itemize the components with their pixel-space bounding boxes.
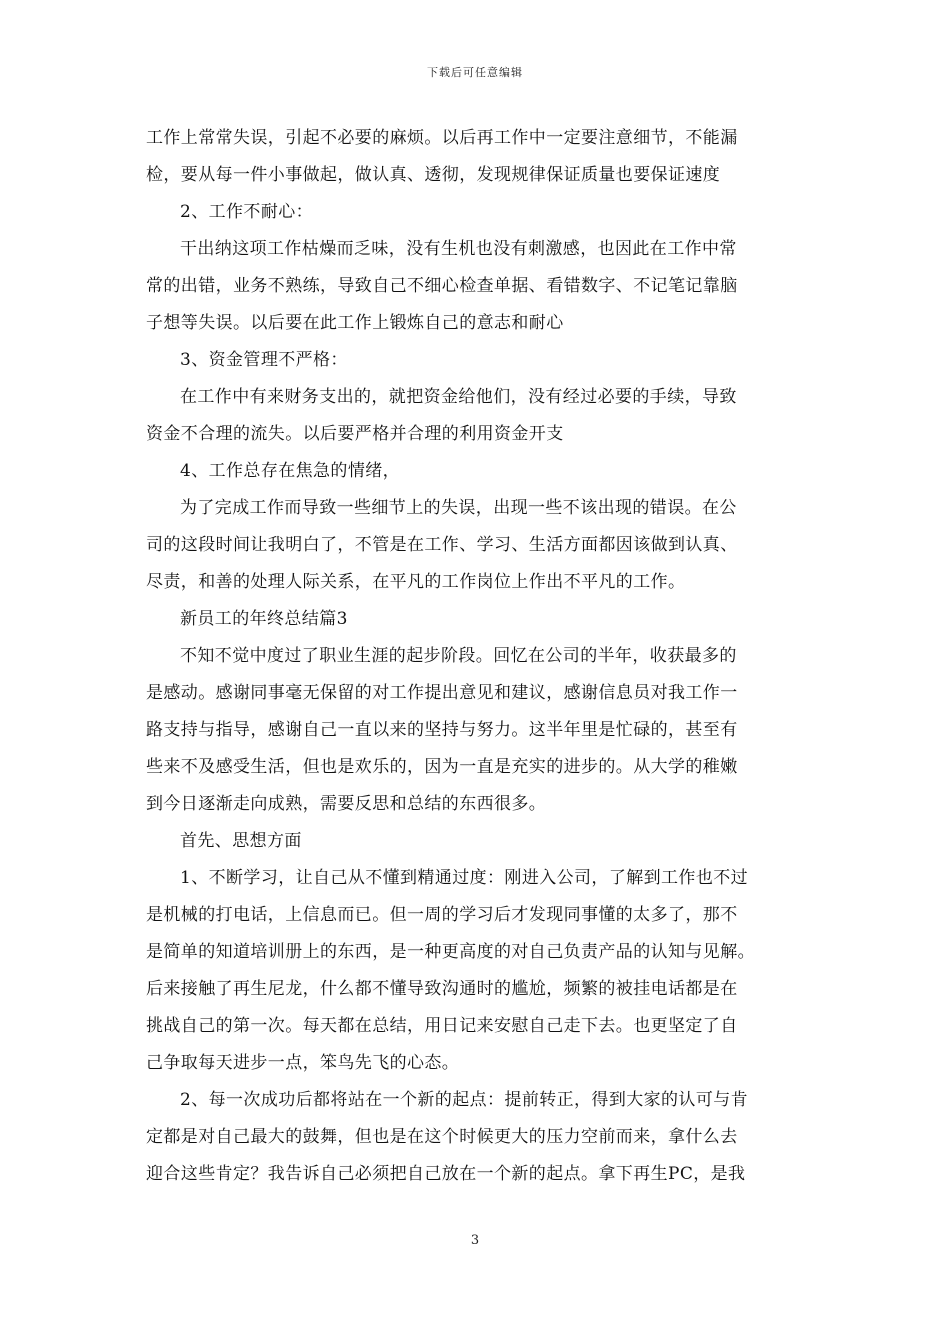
document-body [146, 120, 811, 1193]
text-line: 常的出错，业务不熟练，导致自己不细心检查单据、看错数字、不记笔记靠脑 [146, 276, 738, 296]
text-line: 工作上常常失误，引起不必要的麻烦。以后再工作中一定要注意细节，不能漏 [146, 128, 738, 148]
text-line: 子想等失误。以后要在此工作上锻炼自己的意志和耐心 [146, 313, 564, 333]
page-header: 下载后可任意编辑 [427, 66, 523, 79]
text-line: 些来不及感受生活，但也是欢乐的，因为一直是充实的进步的。从大学的稚嫩 [146, 757, 738, 777]
text-line: 3、资金管理不严格： [180, 350, 348, 370]
text-line: 在工作中有来财务支出的，就把资金给他们，没有经过必要的手续，导致 [180, 387, 737, 407]
text-line: 是感动。感谢同事毫无保留的对工作提出意见和建议，感谢信息员对我工作一 [146, 683, 738, 703]
text-line: 2、每一次成功后都将站在一个新的起点：提前转正，得到大家的认可与肯 [180, 1090, 749, 1110]
text-line: 定都是对自己最大的鼓舞，但也是在这个时候更大的压力空前而来，拿什么去 [146, 1127, 738, 1147]
text-line: 后来接触了再生尼龙，什么都不懂导致沟通时的尴尬，频繁的被挂电话都是在 [146, 979, 738, 999]
text-line: 司的这段时间让我明白了，不管是在工作、学习、生活方面都因该做到认真、 [146, 535, 738, 555]
text-line: 新员工的年终总结篇3 [180, 609, 348, 629]
text-line: 检，要从每一件小事做起，做认真、透彻，发现规律保证质量也要保证速度 [146, 165, 721, 185]
text-line: 挑战自己的第一次。每天都在总结，用日记来安慰自己走下去。也更坚定了自 [146, 1016, 738, 1036]
text-line: 首先、思想方面 [180, 831, 302, 851]
text-line: 2、工作不耐心： [180, 202, 314, 222]
text-line: 迎合这些肯定？我告诉自己必须把自己放在一个新的起点。拿下再生PC，是我 [146, 1164, 746, 1184]
text-line: 不知不觉中度过了职业生涯的起步阶段。回忆在公司的半年，收获最多的 [180, 646, 737, 666]
text-line: 是简单的知道培训册上的东西，是一种更高度的对自己负责产品的认知与见解。 [146, 942, 755, 962]
text-line: 到今日逐渐走向成熟，需要反思和总结的东西很多。 [146, 794, 547, 814]
text-line: 己争取每天进步一点，笨鸟先飞的心态。 [146, 1053, 460, 1073]
text-line: 路支持与指导，感谢自己一直以来的坚持与努力。这半年里是忙碌的，甚至有 [146, 720, 738, 740]
text-line: 为了完成工作而导致一些细节上的失误，出现一些不该出现的错误。在公 [180, 498, 737, 518]
text-line: 1、不断学习，让自己从不懂到精通过度：刚进入公司，了解到工作也不过 [180, 868, 749, 888]
text-line: 资金不合理的流失。以后要严格并合理的利用资金开支 [146, 424, 564, 444]
text-line: 尽责，和善的处理人际关系，在平凡的工作岗位上作出不平凡的工作。 [146, 572, 686, 592]
text-line: 干出纳这项工作枯燥而乏味，没有生机也没有刺激感，也因此在工作中常 [180, 239, 737, 259]
text-line: 是机械的打电话，上信息而已。但一周的学习后才发现同事懂的太多了，那不 [146, 905, 738, 925]
text-line: 4、工作总存在焦急的情绪， [180, 461, 401, 481]
page-number: 3 [470, 1233, 480, 1248]
